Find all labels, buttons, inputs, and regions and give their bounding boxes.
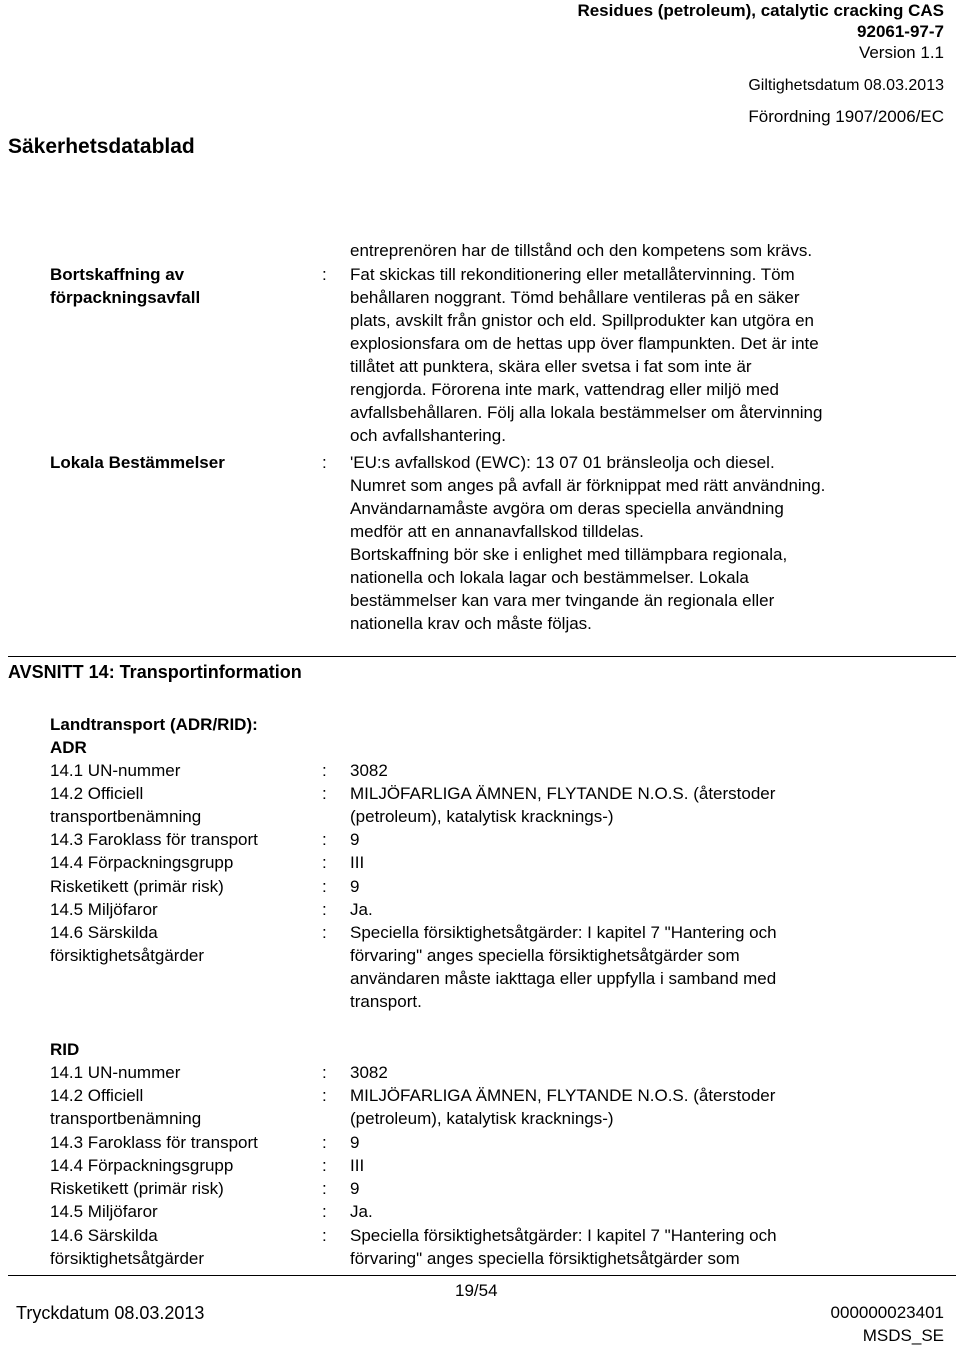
colon: : (322, 877, 327, 896)
colon: : (322, 784, 327, 803)
land-transport-heading: Landtransport (ADR/RID): (50, 715, 258, 734)
colon: : (322, 1179, 327, 1198)
local-regulations-label: Lokala Bestämmelser (50, 453, 225, 472)
colon: : (322, 1226, 327, 1245)
colon: : (322, 1063, 327, 1082)
adr-value-hazard-class: 9 (350, 830, 360, 849)
rid-value-shipping-name: MILJÖFARLIGA ÄMNEN, FLYTANDE N.O.S. (återstoder (petroleum), katalytisk kracknings-) (350, 1086, 776, 1128)
colon: : (322, 761, 327, 780)
section-divider (8, 656, 956, 657)
rid-value-special-precautions: Speciella försiktighetsåtgärder: I kapitel 7 "Hantering och förvaring" anges speciella försiktighetsåtgärder som (350, 1226, 777, 1268)
rid-value-hazard-class: 9 (350, 1133, 360, 1152)
rid-heading: RID (50, 1040, 80, 1059)
page-number: 19/54 (455, 1281, 498, 1300)
adr-value-un-number: 3082 (350, 761, 388, 780)
adr-label-shipping-name: 14.2 Officiell transportbenämning (50, 784, 202, 826)
rid-label-environmental-hazard: 14.5 Miljöfaror (50, 1202, 158, 1221)
packaging-disposal-label: Bortskaffning av förpackningsavfall (50, 265, 201, 307)
version: Version 1.1 (858, 43, 944, 62)
cas-number: 92061-97-7 (857, 22, 944, 41)
colon: : (322, 1133, 327, 1152)
rid-label-special-precautions: 14.6 Särskilda försiktighetsåtgärder (50, 1226, 205, 1268)
rid-value-risk-label: 9 (350, 1179, 360, 1198)
adr-label-risk-label: Risketikett (primär risk) (50, 877, 224, 896)
section-14-title: AVSNITT 14: Transportinformation (8, 662, 302, 682)
disposal-intro-line: entreprenören har de tillstånd och den kompetens som krävs. (350, 241, 813, 260)
colon: : (322, 1202, 327, 1221)
adr-value-environmental-hazard: Ja. (350, 900, 373, 919)
colon: : (322, 923, 327, 942)
rid-value-environmental-hazard: Ja. (350, 1202, 373, 1221)
adr-value-shipping-name: MILJÖFARLIGA ÄMNEN, FLYTANDE N.O.S. (återstoder (petroleum), katalytisk kracknings-) (350, 784, 776, 826)
colon: : (322, 453, 327, 472)
regulation: Förordning 1907/2006/EC (748, 107, 944, 126)
rid-value-un-number: 3082 (350, 1063, 388, 1082)
adr-label-special-precautions: 14.6 Särskilda försiktighetsåtgärder (50, 923, 205, 965)
rid-label-shipping-name: 14.2 Officiell transportbenämning (50, 1086, 202, 1128)
adr-value-packing-group: III (350, 853, 365, 872)
rid-label-un-number: 14.1 UN-nummer (50, 1063, 181, 1082)
colon: : (322, 265, 327, 284)
rid-label-risk-label: Risketikett (primär risk) (50, 1179, 224, 1198)
rid-value-packing-group: III (350, 1156, 365, 1175)
validity-date: Giltighetsdatum 08.03.2013 (748, 77, 944, 94)
colon: : (322, 1086, 327, 1105)
document-title: Säkerhetsdatablad (8, 135, 195, 158)
adr-heading: ADR (50, 738, 87, 757)
adr-label-environmental-hazard: 14.5 Miljöfaror (50, 900, 158, 919)
rid-label-hazard-class: 14.3 Faroklass för transport (50, 1133, 258, 1152)
adr-label-un-number: 14.1 UN-nummer (50, 761, 181, 780)
colon: : (322, 830, 327, 849)
rid-label-packing-group: 14.4 Förpackningsgrupp (50, 1156, 234, 1175)
packaging-disposal-text: Fat skickas till rekonditionering eller metallåtervinning. Töm behållaren noggrant. Tömd behållare ventileras på en säker plats, avskilt från gnistor och eld. Spillprodukter kan utgöra en explosionsfara om de hettas upp över flampunkten. Det är inte tillåtet att punktera, skära eller svetsa i fat som inte är rengjorda. Förorena inte mark, vattendrag eller miljö med avfallsbehållaren. Följ alla lokala bestämmelser om återvinning och avfallshantering. (350, 265, 823, 445)
product-name: Residues (petroleum), catalytic cracking CAS (577, 1, 944, 20)
colon: : (322, 853, 327, 872)
adr-label-packing-group: 14.4 Förpackningsgrupp (50, 853, 234, 872)
colon: : (322, 1156, 327, 1175)
adr-label-hazard-class: 14.3 Faroklass för transport (50, 830, 258, 849)
footer-divider (8, 1275, 956, 1276)
adr-value-special-precautions: Speciella försiktighetsåtgärder: I kapitel 7 "Hantering och förvaring" anges speciella försiktighetsåtgärder som användaren måste iakttaga eller uppfylla i samband med transport. (350, 923, 777, 1011)
adr-value-risk-label: 9 (350, 877, 360, 896)
document-code: MSDS_SE (862, 1326, 944, 1345)
local-regulations-text: 'EU:s avfallskod (EWC): 13 07 01 bränsleolja och diesel. Numret som anges på avfall är förknippat med rätt användning. Användarnamåste avgöra om deras speciella användning medför att en annanavfallskod tilldelas. Bortskaffning bör ske i enlighet med tillämpbara regionala, nationella och lokala lagar och bestämmelser. Lokala bestämmelser kan vara mer tvingande än regionala eller nationella krav och måste följas. (350, 453, 826, 633)
document-number: 000000023401 (830, 1303, 944, 1322)
colon: : (322, 900, 327, 919)
print-date: Tryckdatum 08.03.2013 (16, 1303, 205, 1323)
